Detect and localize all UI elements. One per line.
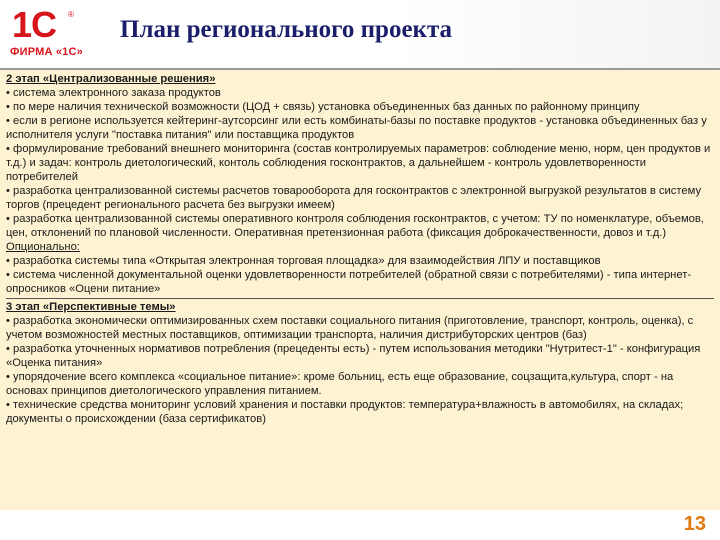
stage2-item: • формулирование требований внешнего мониторинга (состав контролируемых параметров: соблюдение меню, норм, цен продуктов и т.д.) и задач: контроль диетологический, контоль соблюдения госконтрактов, а дальнейшем - контроль удовлетворенности потребителей <box>6 143 711 183</box>
optional-item: • разработка системы типа «Открытая электронная торговая площадка» для взаимодействия ЛПУ и поставщиков <box>6 255 601 267</box>
logo-caption: ФИРМА «1С» <box>10 46 83 58</box>
section-divider <box>6 298 714 299</box>
slide-header <box>0 0 720 68</box>
stage3-heading: 3 этап «Перспективные темы» <box>6 301 176 313</box>
stage3-item: • технические средства мониторинг условий хранения и поставки продуктов: температура+влажность в автомобилях, на складах; документы о происхождении (база сертификатов) <box>6 399 684 425</box>
optional-label: Опционально: <box>6 241 80 253</box>
stage2-item: • разработка централизованной системы оперативного контроля соблюдения госконтрактов, с учетом: ТУ по номенклатуре, объемов, цен, отклонений по плановой численности. Оперативная претензионная работа (фиксация доброкачественности, довоз и т.д.) <box>6 213 704 239</box>
company-logo <box>6 6 84 62</box>
stage3-item: • упорядочение всего комплекса «социальное питание»: кроме больниц, есть еще образование, соцзащита,культура, спорт - на основах принципов диетологического управления питанием. <box>6 371 674 397</box>
logo-brand: 1С <box>12 4 57 45</box>
content-text <box>6 72 714 426</box>
content-panel <box>0 70 720 510</box>
slide-title: План регионального проекта <box>120 16 453 43</box>
stage2-heading: 2 этап «Централизованные решения» <box>6 73 216 85</box>
page-number: 13 <box>683 513 706 535</box>
stage3-item: • разработка уточненных нормативов потребления (прецеденты есть) - путем использования методики "Нутритест-1" - конфигурация «Оценка питания» <box>6 343 701 369</box>
stage2-item: • система электронного заказа продуктов <box>6 87 221 99</box>
optional-item: • система численной документальной оценки удовлетворенности потребителей (обратной связи с потребителями) - типа интернет-опросников «Оцени питание» <box>6 269 692 295</box>
stage2-item: • разработка централизованной системы расчетов товарооборота для госконтрактов с электронной выгрузкой результатов в систему торгов (прецедент регионального расчета без выгрузки имеем) <box>6 185 702 211</box>
stage3-item: • разработка экономически оптимизированных схем поставки социального питания (приготовление, транспорт, контроль, оценка), с учетом возможностей местных поставщиков, оптимизации транспорта, наличия дистрибуторских центров (баз) <box>6 315 694 341</box>
stage2-item: • если в регионе используется кейтеринг-аутсорсинг или есть комбинаты-базы по поставке продуктов - установка объединенных баз у исполнителя услуги "поставка питания" или поставщика продуктов <box>6 115 707 141</box>
registered-mark: ® <box>68 10 74 19</box>
stage2-item: • по мере наличия технической возможности (ЦОД + связь) установка объединенных баз данных по районному принципу <box>6 101 640 113</box>
